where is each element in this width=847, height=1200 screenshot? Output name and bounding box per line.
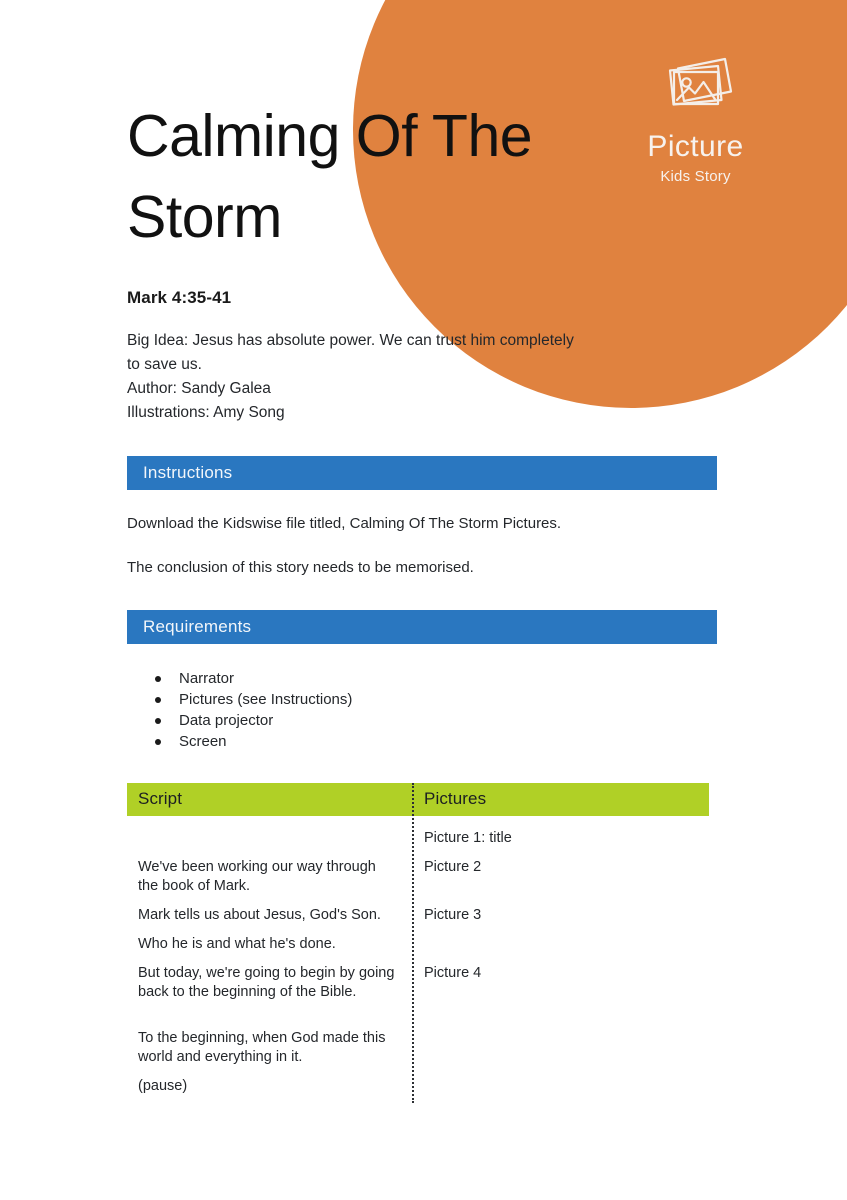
column-header-pictures: Pictures <box>424 789 487 809</box>
brand-title: Picture <box>647 130 744 163</box>
cell-picture: Picture 1: title <box>424 829 512 846</box>
instructions-paragraph: Download the Kidswise file titled, Calming Of The Storm Pictures. <box>127 514 562 532</box>
big-idea-text: Big Idea: Jesus has absolute power. We can trust him completely to save us. <box>127 331 579 373</box>
column-header-script: Script <box>138 789 183 809</box>
instructions-paragraph: The conclusion of this story needs to be memorised. <box>127 559 474 576</box>
section-header-requirements <box>127 610 717 644</box>
cell-picture: Picture 2 <box>424 858 482 875</box>
cell-script: But today, we're going to begin by going back to the beginning of the Bible. <box>138 964 395 1001</box>
script-table <box>127 783 709 1103</box>
cell-script: We've been working our way through the book of Mark. <box>138 858 376 895</box>
table-row <box>127 1077 709 1103</box>
list-item: Pictures (see Instructions) <box>155 689 847 710</box>
illustrations-text: Illustrations: Amy Song <box>127 404 285 422</box>
cell-script: (pause) <box>138 1077 188 1094</box>
list-item: Data projector <box>155 710 847 731</box>
cell-picture: Picture 3 <box>424 906 482 923</box>
cell-script: Who he is and what he's done. <box>138 935 336 952</box>
cell-picture: Picture 4 <box>424 964 482 981</box>
cell-script: Mark tells us about Jesus, God's Son. <box>138 906 381 923</box>
document-meta <box>127 329 587 426</box>
table-row <box>127 964 709 1029</box>
section-header-instructions-label: Instructions <box>143 462 233 482</box>
bible-reference: Mark 4:35-41 <box>127 287 232 307</box>
section-header-requirements-label: Requirements <box>143 616 252 636</box>
instructions-body <box>127 513 687 580</box>
table-row <box>127 829 709 858</box>
requirements-list <box>127 668 847 753</box>
table-row <box>127 935 709 964</box>
table-row <box>127 1029 709 1077</box>
table-body <box>127 816 709 1103</box>
section-header-instructions <box>127 456 717 490</box>
author-text: Author: Sandy Galea <box>127 380 271 398</box>
cell-script: To the beginning, when God made this world and everything in it. <box>138 1029 386 1066</box>
list-item: Screen <box>155 731 847 752</box>
table-row <box>127 906 709 935</box>
table-row <box>127 858 709 906</box>
list-item: Narrator <box>155 668 847 689</box>
page-title: Calming Of The Storm <box>127 103 533 251</box>
column-divider <box>412 783 414 1103</box>
table-header-row <box>127 783 709 816</box>
brand-subtitle: Kids Story <box>660 167 731 185</box>
